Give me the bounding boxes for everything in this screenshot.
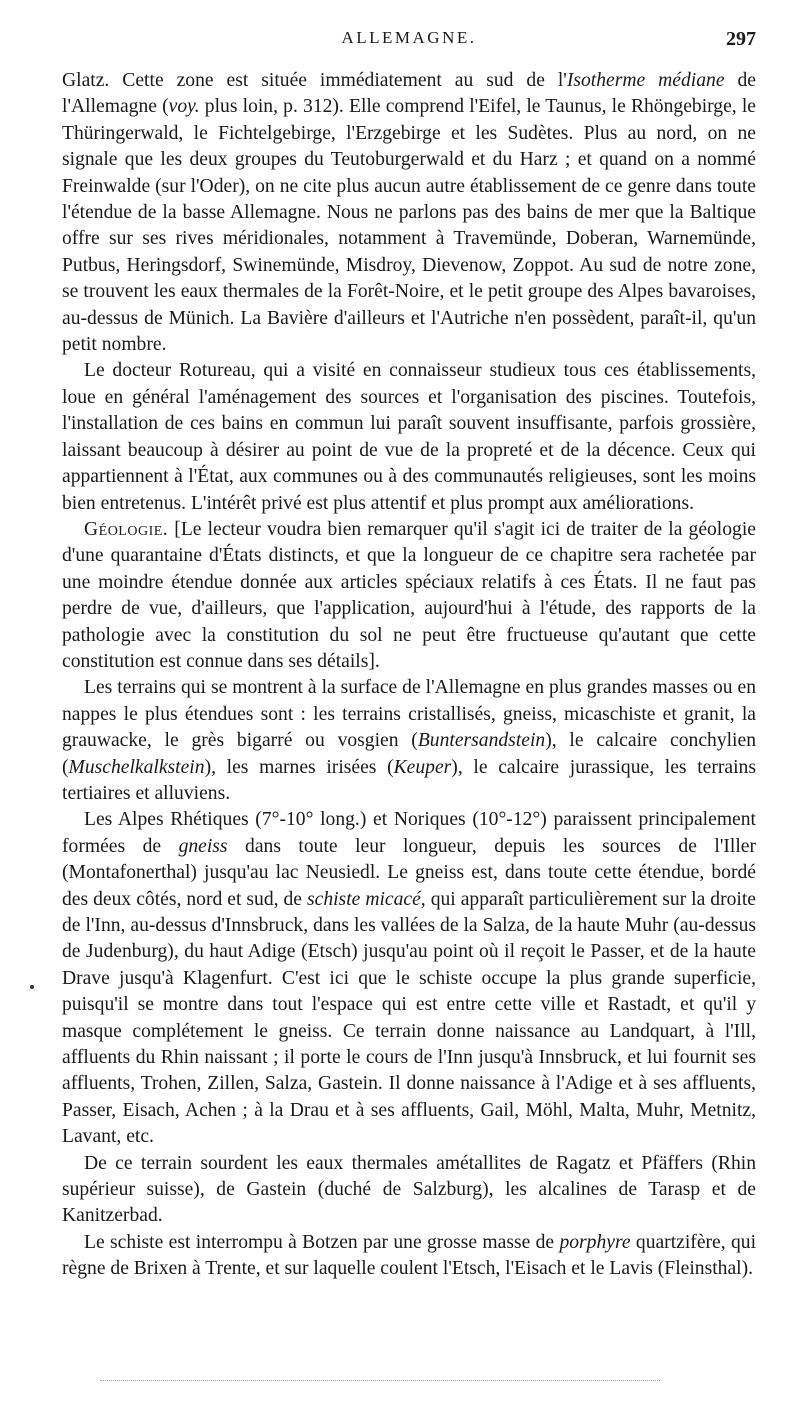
- text-run: qui apparaît particulièrement sur la droite de l'Inn, au-dessus d'Innsbruck, dans les vallées de la Salza, de la haute Muhr (au-dessus de Judenburg), du haut Adige (Etsch) jusqu'au point où il reçoit le Passer, et de la haute Drave jusqu'à Klagenfurt. C'est ici que le schiste occupe la plus grande superficie, puisqu'il se montre dans tout l'espace qui est entre cette ville et Rastadt, et qu'il y masque complétement le gneiss. Ce terrain donne naissance au Landquart, à l'Ill, affluents du Rhin naissant ; il porte le cours de l'Inn jusqu'à Innsbruck, et lui fournit ses affluents, Trohen, Zillen, Salza, Gastein. Il donne naissance à l'Adige et à ses affluents, Passer, Eisach, Achen ; à la Drau et à ses affluents, Gail, Möhl, Malta, Muhr, Metnitz, Lavant, etc.: [62, 888, 756, 1148]
- text-run: Les terrains qui se montrent à la surface de l'Allemagne en plus grandes masses ou en nappes le plus étendues sont : les terrains cristallisés, gneiss, micaschiste et granit, la grauwacke, le grès bigarré ou vosgien (: [62, 677, 756, 752]
- text-run: Le docteur Rotureau, qui a visité en connaisseur studieux tous ces établissements, loue en général l'aménagement des sources et l'organisation des piscines. Toutefois, l'installation de ces bains en commun lui paraît souvent insuffisante, parfois grossière, laissant beaucoup à désirer au point de vue de la propreté et de la décence. Ceux qui appartiennent à l'État, aux communes ou à des communautés religieuses, sont les moins bien entretenus. L'intérêt privé est plus attentif et plus prompt aux améliorations.: [62, 360, 756, 514]
- section-label: Géologie.: [84, 518, 169, 540]
- italic-term: Muschelkalkstein: [68, 756, 205, 778]
- text-run: De ce terrain sourdent les eaux thermales amétallites de Ragatz et Pfäffers (Rhin supérieur suisse), de Gastein (duché de Salzburg), les alcalines de Tarasp et de Kanitzerbad.: [62, 1152, 756, 1227]
- italic-term: voy.: [168, 96, 200, 118]
- page-number: 297: [726, 28, 756, 50]
- text-run: Glatz. Cette zone est située immédiatement au sud de l': [62, 70, 567, 91]
- running-title: ALLEMAGNE.: [341, 28, 477, 47]
- text-run: ), le calcaire conchylien (: [62, 730, 756, 778]
- text-run: [Le lecteur voudra bien remarquer qu'il s'agit ici de traiter de la géologie d'une quarantaine d'États distincts, et que la longueur de ce chapitre sera rachetée par une moindre étendue donnée aux articles spéciaux relatifs à ces États. Il ne faut pas perdre de vue, d'ailleurs, que l'application, aujourd'hui à l'étude, des rapports de la pathologie avec la constitution du sol ne peut être fructueuse qu'autant que cette constitution est connue dans ses détails].: [62, 518, 756, 672]
- text-run: Les Alpes Rhétiques (7°-10° long.) et Noriques (10°-12°) paraissent principalement formées de: [62, 809, 756, 857]
- paragraph: [62, 675, 756, 807]
- italic-term: gneiss: [178, 835, 228, 857]
- text-run: Le schiste est interrompu à Botzen par une grosse masse de: [84, 1231, 560, 1253]
- stray-ink-mark: [30, 985, 34, 989]
- footer-rule: [100, 1380, 660, 1381]
- italic-term: Isotherme médiane: [566, 70, 725, 91]
- italic-term: Buntersandstein: [417, 730, 546, 752]
- italic-term: porphyre: [559, 1231, 631, 1253]
- text-run: ), les marnes irisées (: [204, 756, 394, 778]
- page-header: [62, 28, 756, 56]
- paragraph: [62, 358, 756, 516]
- paragraph: [62, 807, 756, 1150]
- italic-term: schiste micacé,: [307, 888, 426, 910]
- italic-term: Keuper: [393, 756, 452, 778]
- paragraph: [62, 1230, 756, 1283]
- paragraph-geologie: [62, 517, 756, 675]
- text-run: plus loin, p. 312). Elle comprend l'Eifel, le Taunus, le Rhöngebirge, le Thüringerwald, le Fichtelgebirge, l'Erzgebirge et les Sudètes. Plus au nord, on ne signale que les deux groupes du Teutoburgerwald et du Harz ; et quand on a nommé Freinwalde (sur l'Oder), on ne cite plus aucun autre établissement de ce genre dans toute l'étendue de la basse Allemagne. Nous ne parlons pas des bains de mer que la Baltique offre sur ses rives méridionales, notamment à Travemünde, Doberan, Warnemünde, Putbus, Heringsdorf, Swinemünde, Misdroy, Dievenow, Zoppot. Au sud de notre zone, se trouvent les eaux thermales de la Forêt-Noire, et le petit groupe des Alpes bavaroises, au-dessus de Münich. La Bavière d'ailleurs et l'Autriche n'en possèdent, paraît-il, qu'un petit nombre.: [62, 96, 757, 356]
- paragraph: [62, 68, 756, 358]
- body-text: [62, 68, 756, 1283]
- text-run: ), le calcaire jurassique, les terrains tertiaires et alluviens.: [62, 756, 756, 804]
- text-run: de l'Allemagne (: [62, 70, 756, 118]
- paragraph: [62, 1151, 756, 1230]
- text-run: dans toute leur longueur, depuis les sources de l'Iller (Montafonerthal) jusqu'au lac Neusiedl. Le gneiss est, dans toute cette étendue, bordé des deux côtés, nord et sud, de: [62, 835, 756, 910]
- text-run: quartzifère, qui règne de Brixen à Trente, et sur laquelle coulent l'Etsch, l'Eisach et le Lavis (Fleinsthal).: [62, 1231, 757, 1280]
